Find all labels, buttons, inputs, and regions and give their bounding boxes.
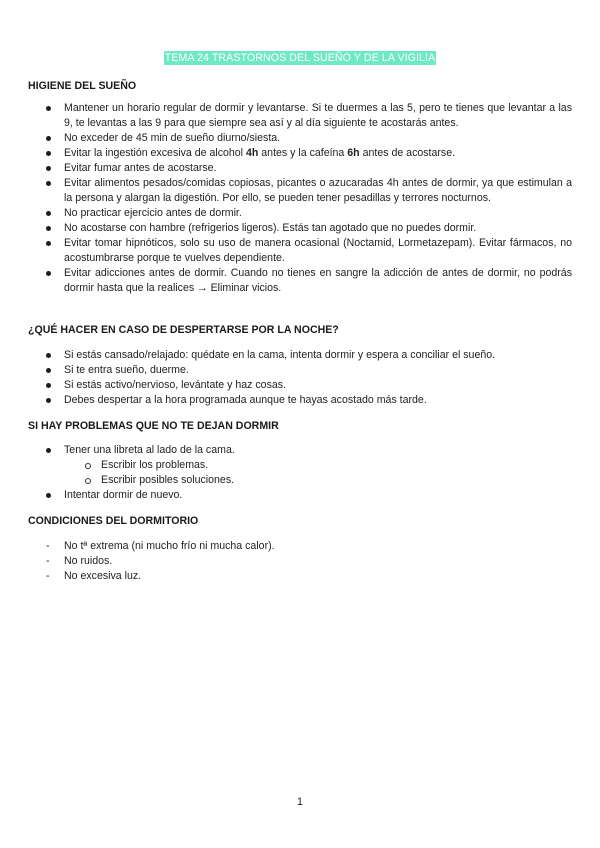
list-item: - No ruidos. <box>46 555 113 567</box>
circle-bullet-icon <box>85 463 91 469</box>
list-item: No exceder de 45 min de sueño diurno/siesta. <box>0 131 600 146</box>
list-item: Si estás activo/nervioso, levántate y haz cosas. <box>0 378 600 393</box>
list-noche <box>0 348 600 408</box>
bullet-icon <box>46 226 51 231</box>
list-item: Tener una libreta al lado de la cama. <box>0 443 600 458</box>
bullet-icon <box>46 181 51 186</box>
list-item: No acostarse con hambre (refrigerios ligeros). Estás tan agotado que no puedes dormir. <box>0 221 600 236</box>
list-item: Evitar tomar hipnóticos, solo su uso de manera ocasional (Noctamid, Lormetazepam). Evitar fármacos, no acostumbrarse porque te vuelves dependiente. <box>0 236 600 266</box>
sub-list-item: Escribir los problemas. <box>0 458 600 473</box>
list-higiene <box>0 101 600 296</box>
bullet-icon <box>46 166 51 171</box>
list-item: Debes despertar a la hora programada aunque te hayas acostado más tarde. <box>0 393 600 408</box>
list-item: Evitar la ingestión excesiva de alcohol 4h antes y la cafeína 6h antes de acostarse. <box>0 146 600 161</box>
bullet-icon <box>46 493 51 498</box>
heading-higiene: HIGIENE DEL SUEÑO <box>28 80 137 92</box>
list-item: No practicar ejercicio antes de dormir. <box>0 206 600 221</box>
heading-noche: ¿QUÉ HACER EN CASO DE DESPERTARSE POR LA NOCHE? <box>28 324 339 336</box>
title-container <box>0 51 600 66</box>
bullet-icon <box>46 368 51 373</box>
list-condiciones <box>0 539 600 584</box>
dash-marker: - <box>46 570 50 582</box>
heading-problemas: SI HAY PROBLEMAS QUE NO TE DEJAN DORMIR <box>28 420 279 432</box>
bullet-icon <box>46 211 51 216</box>
list-item: Mantener un horario regular de dormir y levantarse. Si te duermes a las 5, pero te tienes que levantar a las 9, te levantas a las 9 para que siempre sea así y al día siguiente te acostarás antes. <box>0 101 600 131</box>
list-item: - No excesiva luz. <box>46 570 142 582</box>
document-title: TEMA 24 TRASTORNOS DEL SUEÑO Y DE LA VIGILIA <box>164 52 436 64</box>
list-item: Evitar adicciones antes de dormir. Cuando no tienes en sangre la adicción de antes de dormir, no podrás dormir hasta que la realices → Eliminar vicios. <box>0 266 600 296</box>
bullet-icon <box>46 151 51 156</box>
heading-condiciones: CONDICIONES DEL DORMITORIO <box>28 515 199 527</box>
sub-list-item: Escribir posibles soluciones. <box>0 473 600 488</box>
dash-marker: - <box>46 540 50 552</box>
bullet-icon <box>46 106 51 111</box>
list-item: Evitar fumar antes de acostarse. <box>0 161 600 176</box>
list-item: Intentar dormir de nuevo. <box>0 488 600 503</box>
bullet-icon <box>46 353 51 358</box>
list-item: Evitar alimentos pesados/comidas copiosas, picantes o azucaradas 4h antes de dormir, ya que estimulan a la persona y alargan la digestión. Por ello, se pueden tener pesadillas y terrores nocturnos. <box>0 176 600 206</box>
bullet-icon <box>46 241 51 246</box>
bullet-icon <box>46 271 51 276</box>
list-item: Si te entra sueño, duerme. <box>0 363 600 378</box>
circle-bullet-icon <box>85 478 91 484</box>
dash-marker: - <box>46 555 50 567</box>
bullet-icon <box>46 398 51 403</box>
page-number: 1 <box>297 796 303 808</box>
list-item: Si estás cansado/relajado: quédate en la cama, intenta dormir y espera a conciliar el sueño. <box>0 348 600 363</box>
bullet-icon <box>46 448 51 453</box>
bullet-icon <box>46 383 51 388</box>
list-problemas <box>0 443 600 503</box>
list-item: - No tª extrema (ni mucho frío ni mucha calor). <box>46 540 275 552</box>
bullet-icon <box>46 136 51 141</box>
